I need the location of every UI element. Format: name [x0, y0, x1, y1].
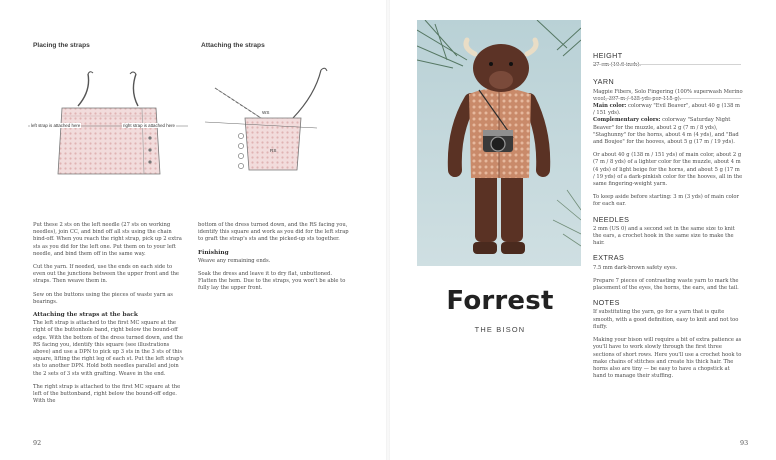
paragraph: Prepare 7 pieces of contrasting waste yarn to mark the placement of the eyes, the horns, the ears, and the tail.	[593, 277, 739, 292]
paragraph: 2 mm (US 0) and a second set in the same size to knit the ears, a crochet hook in the same size to make the hair.	[593, 225, 735, 247]
heading-yarn: YARN	[593, 77, 615, 87]
paragraph: Making your bison will require a bit of extra patience as you'll have to work slowly through the first three sections of short rows. Here you'll use a crochet hook to make chains of stitches and create his thick hair. The horns also are tiny — be easy to have a chopstick at hand to manage their stuffing.	[593, 337, 742, 380]
paragraph: Or about 40 g (138 m / 151 yds) of main color, about 2 g (7 m / 8 yds) of a lighter color for the muzzle, about 4 m (4 yds) of light beige for the horns, and about 5 g (17 m / 19 yds) of a dark-pinkish color for the hooves, all in the same fingering-weight yarn.	[593, 152, 743, 188]
paragraph: To keep aside before starting: 3 m (3 yds) of main color for each ear.	[593, 194, 740, 208]
paragraph: Magpie Fibers, Solo Fingering (100% superwash Merino wool, 397 m / 435 yds per 115 g).	[593, 88, 743, 102]
left-text-column-2	[198, 222, 352, 299]
pattern-subtitle: THE BISON	[474, 325, 526, 334]
subheading-attaching-back: Attaching the straps at the back	[33, 312, 138, 319]
yarn-comp-label: Complementary colors:	[593, 117, 661, 124]
ws-label: WS	[262, 110, 270, 115]
yarn-complementary-colors	[593, 117, 743, 146]
paragraph: Weave any remaining ends.	[198, 257, 271, 264]
yarn-main-color	[593, 103, 743, 117]
paragraph: Cut the yarn. If needed, use the ends on each side to even out the junctions between the upper front and the straps. Then weave them in.	[33, 264, 179, 285]
paragraph: If substituting the yarn, go for a yarn that is quite smooth, with a good definition, easy to knit and not too fluffy.	[593, 309, 739, 330]
page-gutter	[386, 0, 390, 460]
right-strap-label: right strap is attached here	[123, 123, 175, 128]
heading-needles: NEEDLES	[593, 214, 630, 224]
right-text-column	[593, 52, 743, 386]
page-number-right: 93	[740, 439, 749, 447]
yarn-main-text: colorway "Evil Beaver", about 40 g (138 m / 151 yds).	[593, 103, 740, 117]
paragraph: Soak the dress and leave it to dry flat, unbuttoned. Flatten the hem. Due to the straps, you won't be able to fully lay the upper front.	[198, 271, 346, 292]
pattern-title: Forrest	[446, 286, 554, 316]
heading-extras: EXTRAS	[593, 253, 625, 263]
heading-notes: NOTES	[593, 298, 620, 308]
paragraph: 27 cm (10.6 inch).	[593, 62, 641, 69]
dress-illustration-attaching-straps	[205, 60, 345, 180]
yarn-main-label: Main color:	[593, 103, 627, 110]
bison-toy-photo	[417, 20, 581, 266]
page-number-left: 92	[33, 439, 42, 447]
paragraph: Put these 2 sts on the left needle (27 sts on working needles), join CC, and bind off all sts using the chain bind-off. When you reach the right strap, pick up 2 extra sts as you did for the left one. Put them on to your left needle, and bind them off in the same way.	[33, 222, 182, 257]
heading-height: HEIGHT	[593, 51, 623, 60]
left-strap-label: left strap is attached here	[31, 123, 81, 128]
left-text-column-1	[33, 222, 185, 411]
rs-label: RS	[270, 148, 277, 153]
section-rule	[593, 64, 741, 65]
paragraph: The left strap is attached to the first MC square at the right of the buttonhole band, right below the bound-off edge. With the bottom of the dress turned down, and the RS facing you, identify this square (see illustrations above) and use a DPN to pick up 3 sts in the 3 sts of this square, lifting the right leg of each st. Put the left strap's sts to another DPN. Hold both needles parallel and join the 2 sets of 3 sts with grafting. Weave in the end.	[33, 320, 184, 377]
figure-caption-placing-straps: Placing the straps	[33, 42, 90, 49]
paragraph: 7.5 mm dark-brown safety eyes.	[593, 264, 678, 271]
paragraph: Sew on the buttons using the pieces of waste yarn as bearings.	[33, 291, 173, 305]
subheading-finishing: Finishing	[198, 249, 229, 256]
figure-caption-attaching-straps: Attaching the straps	[201, 42, 265, 49]
yarn-comp-text: colorway "Saturday Night Beaver" for the muzzle, about 2 g (7 m / 8 yds), "Staghunny" for the horns, about 4 m (4 yds), and "Bad and Boujee" for the hooves, about 5 g (17 m / 19 yds).	[593, 117, 739, 146]
paragraph: bottom of the dress turned down, and the RS facing you, identify this square and work as you did for the left strap to graft the strap's sts and the picked-up sts together.	[198, 222, 349, 243]
paragraph: The right strap is attached to the first MC square at the left of the buttonband, right below the bound-off edge. With the	[33, 383, 181, 405]
section-rule	[593, 98, 741, 99]
